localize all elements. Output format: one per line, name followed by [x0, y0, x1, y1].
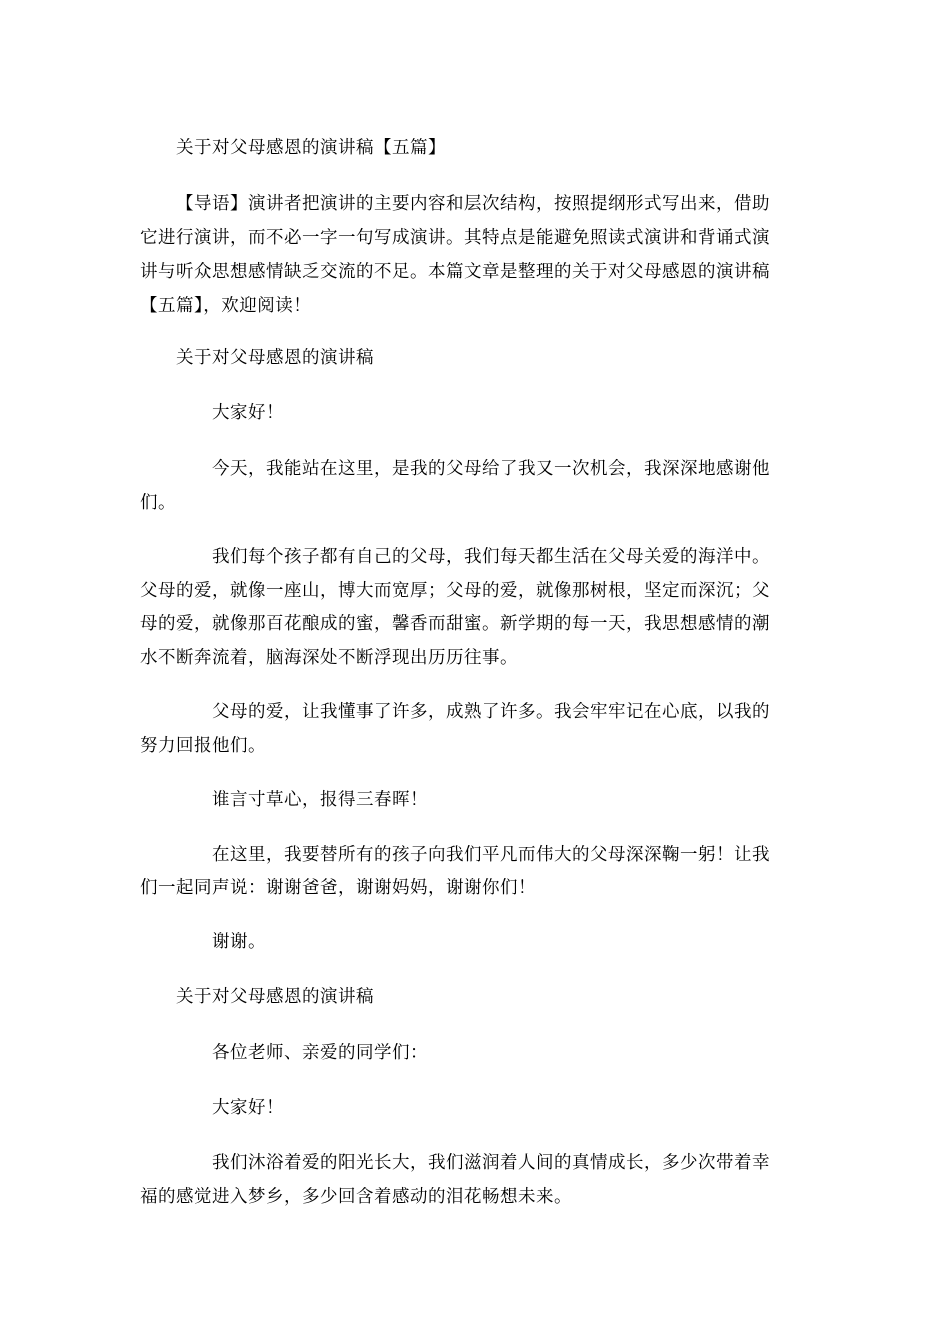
- speech1-p4: 谁言寸草心，报得三春晖！: [212, 790, 428, 810]
- speech1-p2-line-1: 我们每个孩子都有自己的父母，我们每天都生活在父母关爱的海洋中。: [212, 547, 770, 567]
- speech1-p3-line-2: 努力回报他们。: [140, 736, 266, 756]
- speech1-p2-line-4: 水不断奔流着，脑海深处不断浮现出历历往事。: [140, 648, 518, 668]
- speech1-closing: 谢谢。: [212, 932, 266, 952]
- speech2-greeting: 大家好！: [212, 1098, 284, 1118]
- speech2-salutation: 各位老师、亲爱的同学们：: [212, 1043, 428, 1063]
- intro-line-1: 【导语】演讲者把演讲的主要内容和层次结构，按照提纲形式写出来，借助: [176, 194, 770, 214]
- speech1-p5-line-2: 们一起同声说：谢谢爸爸，谢谢妈妈，谢谢你们！: [140, 878, 536, 898]
- main-title: 关于对父母感恩的演讲稿【五篇】: [176, 138, 446, 158]
- speech1-title: 关于对父母感恩的演讲稿: [176, 348, 374, 368]
- speech1-p1-line-1: 今天，我能站在这里，是我的父母给了我又一次机会，我深深地感谢他: [212, 459, 770, 479]
- intro-line-4: 【五篇】，欢迎阅读！: [140, 296, 312, 316]
- speech1-p2-line-3: 母的爱，就像那百花酿成的蜜，馨香而甜蜜。新学期的每一天，我思想感情的潮: [140, 614, 770, 634]
- intro-line-2: 它进行演讲，而不必一字一句写成演讲。其特点是能避免照读式演讲和背诵式演: [140, 228, 770, 248]
- speech2-p1-line-1: 我们沐浴着爱的阳光长大，我们滋润着人间的真情成长，多少次带着幸: [212, 1153, 770, 1173]
- speech1-p5-line-1: 在这里，我要替所有的孩子向我们平凡而伟大的父母深深鞠一躬！让我: [212, 845, 770, 865]
- speech1-p3-line-1: 父母的爱，让我懂事了许多，成熟了许多。我会牢牢记在心底，以我的: [212, 702, 770, 722]
- speech1-p1-line-2: 们。: [140, 493, 176, 513]
- speech1-greeting: 大家好！: [212, 403, 284, 423]
- speech2-p1-line-2: 福的感觉进入梦乡，多少回含着感动的泪花畅想未来。: [140, 1187, 572, 1207]
- intro-line-3: 讲与听众思想感情缺乏交流的不足。本篇文章是整理的关于对父母感恩的演讲稿: [140, 262, 770, 282]
- speech2-title: 关于对父母感恩的演讲稿: [176, 987, 374, 1007]
- speech1-p2-line-2: 父母的爱，就像一座山，博大而宽厚；父母的爱，就像那树根，坚定而深沉；父: [140, 581, 770, 601]
